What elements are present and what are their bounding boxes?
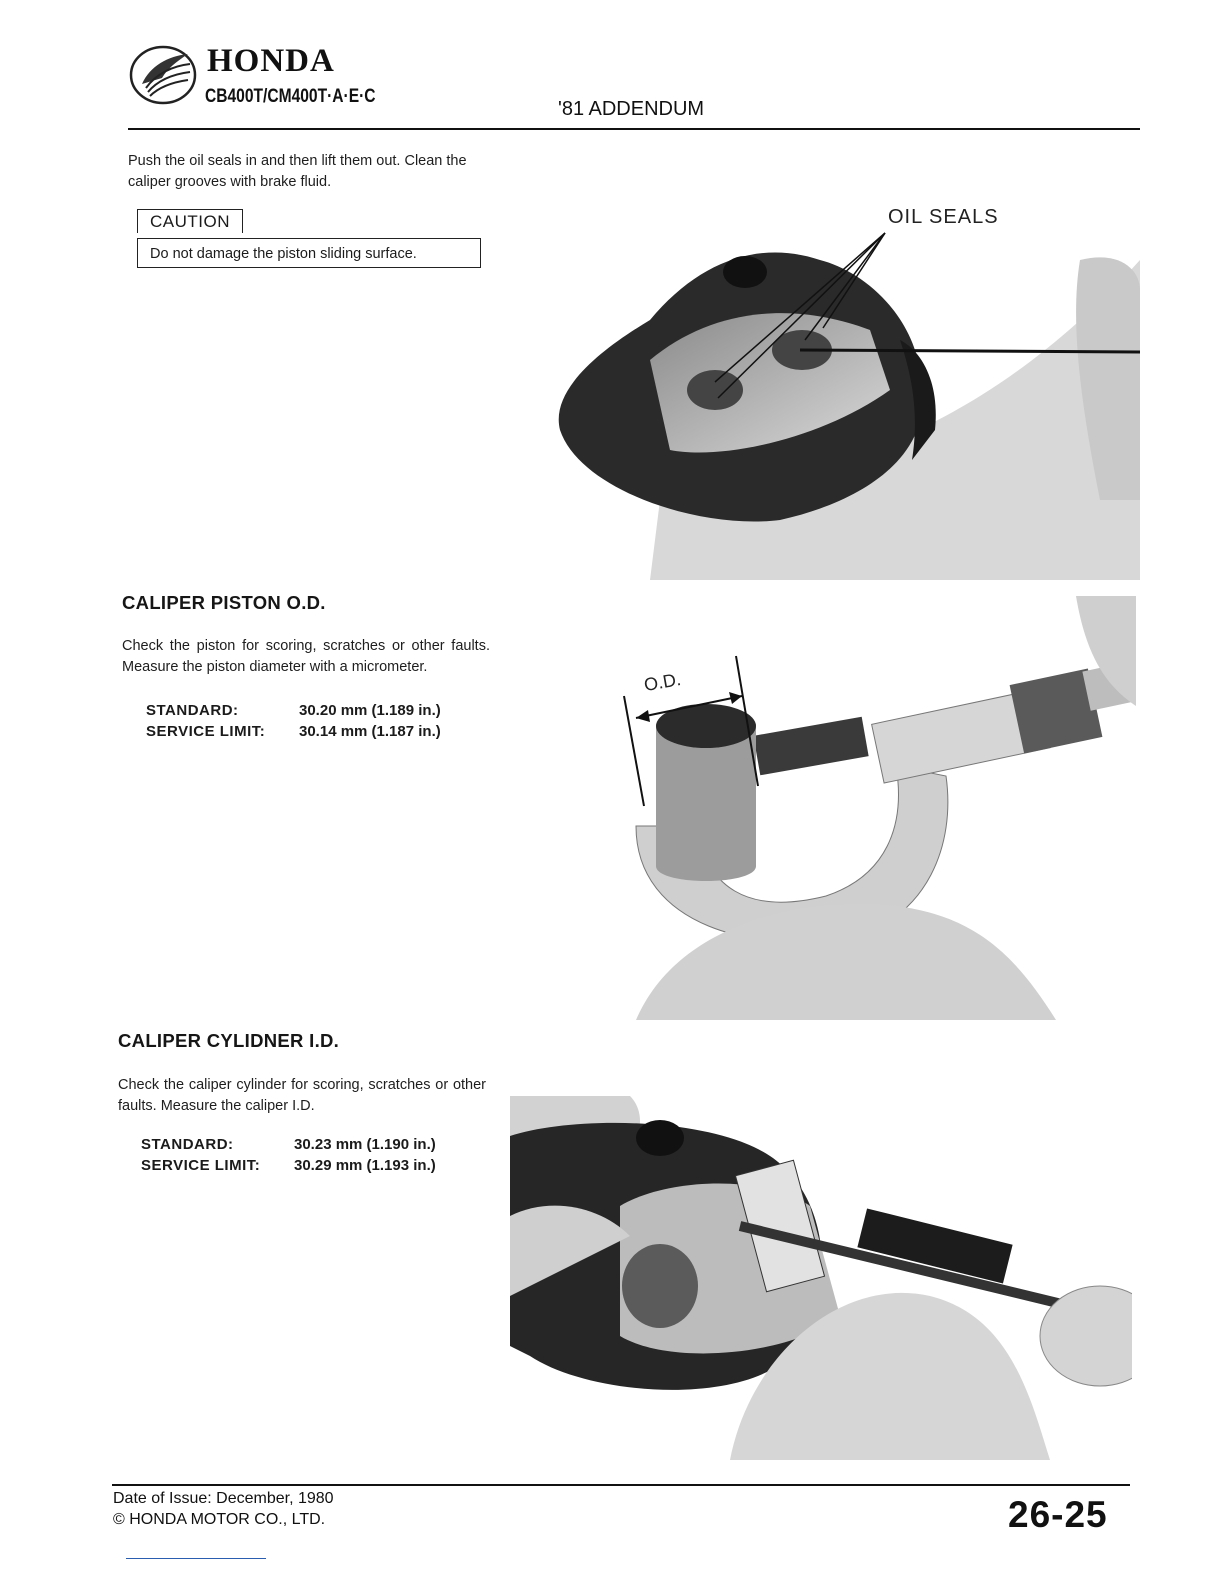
issue-date: Date of Issue: December, 1980 <box>113 1490 334 1507</box>
brand-name: HONDA <box>207 43 335 79</box>
standard-value: 30.23 mm (1.190 in.) <box>294 1136 436 1153</box>
piston-od-specs <box>146 700 441 742</box>
honda-wing-logo <box>128 44 198 106</box>
service-limit-value: 30.29 mm (1.193 in.) <box>294 1157 436 1174</box>
micrometer-photo <box>596 596 1136 1020</box>
model-designation: CB400T/CM400T·A·E·C <box>205 86 376 107</box>
standard-value: 30.20 mm (1.189 in.) <box>299 702 441 719</box>
footer-rule <box>112 1484 1130 1486</box>
piston-od-heading: CALIPER PISTON O.D. <box>122 592 326 613</box>
issue-info <box>113 1488 334 1530</box>
caution-text: Do not damage the piston sliding surface. <box>137 238 481 268</box>
service-limit-value: 30.14 mm (1.187 in.) <box>299 723 441 740</box>
standard-label: STANDARD: <box>141 1136 234 1153</box>
cylinder-id-body: Check the caliper cylinder for scoring, scratches or other faults. Measure the caliper I.D. <box>118 1077 486 1114</box>
oil-seals-photo <box>540 200 1140 580</box>
piston-od-body: Check the piston for scoring, scratches or other faults. Measure the piston diameter with a micrometer. <box>122 638 490 675</box>
cylinder-id-heading: CALIPER CYLIDNER I.D. <box>118 1030 340 1051</box>
oil-seals-label: OIL SEALS <box>888 206 999 228</box>
standard-label: STANDARD: <box>146 702 239 719</box>
copyright: © HONDA MOTOR CO., LTD. <box>113 1511 326 1528</box>
header-rule <box>128 128 1140 130</box>
service-limit-label: SERVICE LIMIT: <box>141 1157 261 1174</box>
page-number: 26-25 <box>1008 1494 1108 1535</box>
od-label: O.D. <box>642 668 683 696</box>
intro-text: Push the oil seals in and then lift them out. Clean the caliper grooves with brake fluid. <box>128 153 467 190</box>
caution-label: CAUTION <box>137 209 243 233</box>
link-underline <box>126 1558 266 1559</box>
service-limit-label: SERVICE LIMIT: <box>146 723 266 740</box>
cylinder-id-specs <box>141 1134 436 1176</box>
bore-gauge-photo <box>510 1096 1132 1460</box>
section-title: '81 ADDENDUM <box>558 98 705 120</box>
